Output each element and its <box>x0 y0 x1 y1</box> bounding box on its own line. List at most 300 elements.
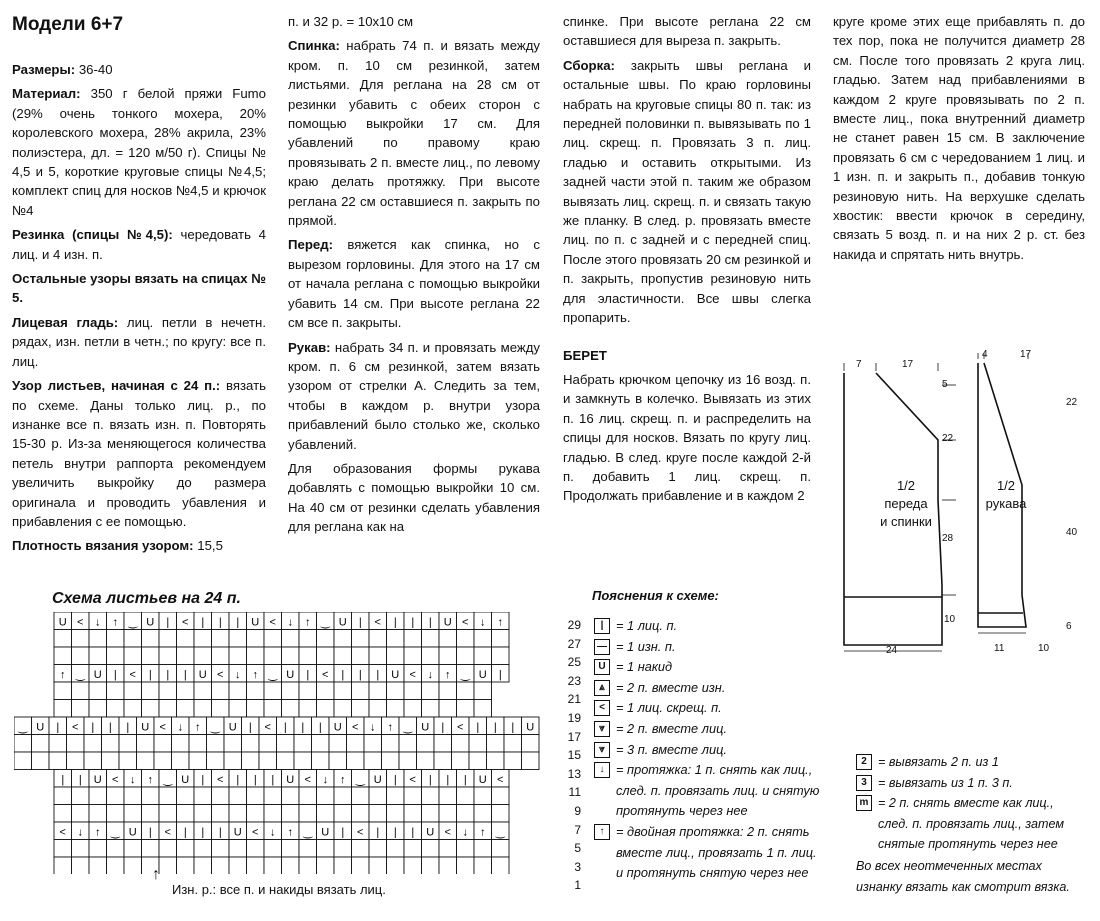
chart-symbol: < <box>77 616 84 629</box>
assembly-text: закрыть швы реглана и остальные швы. По краю горловины набрать на круговые спицы 80 п. так: из передней половинки п. вывязывать по 1 лиц. скрещ. п. Провязать 3 п. лиц. гладью и оставить открытыми. Из задней части этой п. таким же образом вывязать лиц. скрещ. п. и связать такую же планку. В след. р. провязать вместе лиц. по п. с задней и с передней спиц. После этого провязать 20 см резинкой и п. закрыть, пропустив резиновую нить для эластичности. Все швы слегка пропарить. <box>563 57 811 326</box>
chart-symbol: | <box>341 826 345 839</box>
chart-symbol: < <box>264 721 271 734</box>
chart-cell <box>14 735 32 753</box>
chart-symbol: ↑ <box>387 721 393 734</box>
chart-cell <box>67 752 85 770</box>
chart-symbol: | <box>236 774 240 786</box>
chart-symbol: ↓ <box>130 774 136 786</box>
chart-symbol: < <box>164 826 171 839</box>
legend-text: = 1 накид <box>616 659 673 675</box>
chart-cell <box>492 840 510 858</box>
chart-cell <box>177 805 195 823</box>
chart-symbol: U <box>373 774 382 786</box>
dim-sleeve-17: 17 <box>1020 349 1032 360</box>
row-number: 7 <box>574 822 581 837</box>
chart-symbol: ↓ <box>177 721 183 734</box>
chart-cell <box>294 735 312 753</box>
chart-symbol: < <box>357 826 364 839</box>
dim-front-5: 5 <box>942 379 948 390</box>
row-number: 1 <box>574 878 581 893</box>
chart-cell <box>54 682 72 700</box>
sleeve-label-1: 1/2 <box>996 478 1016 493</box>
chart-symbol: < <box>252 826 259 839</box>
chart-symbol: < <box>457 721 464 734</box>
chart-cell <box>487 752 505 770</box>
chart-cell <box>492 787 510 805</box>
chart-cell <box>387 630 405 648</box>
chart-cell <box>54 647 72 665</box>
chart-symbol: ↑ <box>287 826 293 839</box>
chart-symbol: | <box>376 669 380 681</box>
dim-front-28: 28 <box>942 533 954 544</box>
chart-symbol: U <box>228 721 237 734</box>
chart-symbol: | <box>306 669 310 681</box>
chart-cell <box>242 735 260 753</box>
chart-cell <box>212 682 230 700</box>
chart-cell <box>194 805 212 823</box>
chart-symbol: ↓ <box>77 826 83 839</box>
chart-cell <box>229 630 247 648</box>
chart-symbol: ↑ <box>480 826 486 839</box>
front-label-2: переда <box>884 496 928 511</box>
chart-cell <box>399 752 417 770</box>
chart-symbol: ‿ <box>495 826 505 839</box>
chart-symbol: ↓ <box>95 616 101 629</box>
dim-sleeve-40: 40 <box>1066 527 1078 538</box>
chart-symbol: | <box>411 826 415 839</box>
row-number: 25 <box>567 655 581 670</box>
chart-cell <box>229 700 247 718</box>
chart-cell <box>212 647 230 665</box>
chart-cell <box>107 630 125 648</box>
chart-symbol: U <box>146 616 155 629</box>
legend-symbol-icon: — <box>594 639 610 655</box>
chart-cell <box>404 805 422 823</box>
dim-front-22: 22 <box>942 433 954 444</box>
chart-symbol: ‿ <box>163 774 173 786</box>
beret-cont: круге кроме этих еще прибавлять п. до тех пор, пока не получится диаметр 28 см. После того провязать 2 круга лиц. гладью. Затем над прибавлениями в каждом 2 круге провязывать по 2 п. вместе лиц., пока внутренний диаметр не станет равен 15 см. В заключение провязать 6 см с чередованием 1 лиц. и 1 изн. п. и закрыть п., добавив тонкую резиновую нить. На верхушке сделать хвостик: ввести крючок в середину, связать 5 возд. п. и на них 2 р. ст. без накида и спрятать нить внутрь. <box>833 14 1085 262</box>
chart-symbol: < <box>182 616 189 629</box>
chart-cell <box>224 735 242 753</box>
chart-cell <box>282 787 300 805</box>
chart-cell <box>264 630 282 648</box>
row-number: 19 <box>567 711 581 725</box>
chart-symbol: ↓ <box>480 616 486 629</box>
chart-symbol: U <box>391 669 400 681</box>
chart-symbol: U <box>426 826 435 839</box>
chart-symbol: | <box>108 721 112 734</box>
chart-symbol: U <box>286 669 295 681</box>
chart-symbol: | <box>476 721 480 734</box>
page-title: Модели 6+7 <box>12 14 124 35</box>
chart-symbol: < <box>409 774 416 786</box>
legend-text: = 1 изн. п. <box>616 638 676 654</box>
chart-symbol: < <box>409 669 416 681</box>
chart-cell <box>317 787 335 805</box>
chart-cell <box>352 840 370 858</box>
chart-cell <box>229 840 247 858</box>
chart-cell <box>102 735 120 753</box>
legend-text: = двойная протяжка: 2 п. снять вместе лиц., провязать 1 п. лиц. и протянуть снятую через нее <box>616 823 817 881</box>
dim-front-10: 10 <box>944 614 956 625</box>
legend-text: = протяжка: 1 п. снять как лиц., след. п. провязать лиц. и снятую протянуть через нее <box>616 762 820 819</box>
rib-text: чередовать 4 лиц. и 4 изн. п. <box>12 227 266 262</box>
chart-symbol: ↑ <box>252 669 258 681</box>
chart-symbol: U <box>251 616 260 629</box>
chart-cell <box>492 857 510 874</box>
row-number: 11 <box>568 785 581 800</box>
chart-cell <box>89 682 107 700</box>
chart-cell <box>107 700 125 718</box>
chart-cell <box>452 735 470 753</box>
chart-cell <box>404 647 422 665</box>
chart-cell <box>159 840 177 858</box>
chart-cell <box>247 840 265 858</box>
chart-symbol: ↑ <box>95 826 101 839</box>
chart-cell <box>72 700 90 718</box>
chart-cell <box>282 647 300 665</box>
legend-symbol-icon: ↑ <box>594 824 610 840</box>
chart-cell <box>84 735 102 753</box>
chart-cell <box>189 735 207 753</box>
legend-item <box>594 698 826 719</box>
chart-cell <box>282 682 300 700</box>
chart-symbol: ↑ <box>112 616 118 629</box>
legend-item <box>594 657 826 678</box>
chart-title: Схема листьев на 24 п. <box>52 590 241 607</box>
chart-cell <box>264 840 282 858</box>
front-label: Перед: <box>288 237 333 253</box>
chart-cell <box>54 630 72 648</box>
chart-cell <box>312 735 330 753</box>
chart-symbol: | <box>91 721 95 734</box>
chart-cell <box>474 805 492 823</box>
chart-cell <box>457 630 475 648</box>
chart-cell <box>177 787 195 805</box>
chart-cell <box>439 840 457 858</box>
chart-cell <box>159 630 177 648</box>
chart-symbol: | <box>428 616 432 629</box>
material-label: Материал: <box>12 86 81 102</box>
chart-symbol: | <box>148 669 152 681</box>
chart-symbol: | <box>511 721 515 734</box>
chart-cell <box>229 647 247 665</box>
chart-cell <box>387 682 405 700</box>
chart-symbol: U <box>526 721 535 734</box>
chart-cell <box>229 857 247 874</box>
legend-item <box>594 616 826 637</box>
chart-cell <box>404 630 422 648</box>
legend-footer: Во всех неотмеченных местах изнанку вязать как смотрит вязка. <box>856 859 1070 894</box>
chart-cell <box>247 805 265 823</box>
chart-cell <box>317 700 335 718</box>
chart-cell <box>334 805 352 823</box>
chart-cell <box>89 630 107 648</box>
chart-cell <box>439 682 457 700</box>
chart-symbol: ↓ <box>462 826 468 839</box>
chart-cell <box>422 787 440 805</box>
chart-cell <box>369 857 387 874</box>
chart-cell <box>89 787 107 805</box>
chart-cell <box>212 840 230 858</box>
chart-symbol: < <box>129 669 136 681</box>
chart-cell <box>434 735 452 753</box>
chart-symbol: | <box>411 616 415 629</box>
chart-cell <box>334 647 352 665</box>
legend-title: Пояснения к схеме: <box>592 588 719 603</box>
chart-cell <box>352 630 370 648</box>
chart-cell <box>14 752 32 770</box>
chart-cell <box>247 857 265 874</box>
chart-cell <box>124 700 142 718</box>
chart-cell <box>317 682 335 700</box>
chart-cell <box>124 682 142 700</box>
chart-cell <box>172 735 190 753</box>
chart-cell <box>404 682 422 700</box>
chart-cell <box>457 840 475 858</box>
chart-cell <box>404 857 422 874</box>
chart-cell <box>207 735 225 753</box>
chart-cell <box>299 805 317 823</box>
chart-cell <box>194 700 212 718</box>
chart-symbol: < <box>374 616 381 629</box>
chart-cell <box>107 805 125 823</box>
legend-item <box>594 678 826 699</box>
chart-cell <box>177 840 195 858</box>
chart-symbol: | <box>201 616 205 629</box>
chart-cell <box>422 840 440 858</box>
sizes-label: Размеры: <box>12 62 76 77</box>
chart-symbol: | <box>166 616 170 629</box>
chart-cell <box>282 857 300 874</box>
chart-symbol: | <box>393 616 397 629</box>
legend-symbol-icon: ⩓ <box>594 680 610 696</box>
chart-symbol: < <box>269 616 276 629</box>
chart-symbol: U <box>478 774 487 786</box>
chart-cell <box>107 682 125 700</box>
chart-symbol: U <box>478 669 487 681</box>
chart-cell <box>142 787 160 805</box>
chart-cell <box>89 857 107 874</box>
leaf-label: Узор листьев, начиная с 24 п.: <box>12 378 221 394</box>
chart-symbol: | <box>201 826 205 839</box>
chart-symbol: ‿ <box>268 669 278 681</box>
chart-symbol: < <box>462 616 469 629</box>
legend-item <box>856 773 1086 794</box>
chart-cell <box>229 682 247 700</box>
chart-cell <box>247 682 265 700</box>
chart-symbol: ‿ <box>18 721 28 734</box>
chart-cell <box>474 630 492 648</box>
chart-cell <box>439 630 457 648</box>
chart-symbol: < <box>497 774 504 786</box>
chart-cell <box>334 857 352 874</box>
chart-cell <box>422 630 440 648</box>
chart-cell <box>89 647 107 665</box>
chart-symbol: U <box>58 616 67 629</box>
stockinette-label: Лицевая гладь: <box>12 314 119 330</box>
chart-symbol: ↑ <box>445 669 451 681</box>
material-text: 350 г белой пряжи Fumo (29% очень тонкого мохера, 20% королевского мохера, 28% акрила, 23% полиэстера, дл. = 120 м/50 г). Спицы № 4,5 и 5, короткие круговые спицы №4,5; комплект спиц для носков №4,5 и крючок №4 <box>12 86 266 218</box>
chart-cell <box>334 700 352 718</box>
chart-cell <box>299 787 317 805</box>
legend-symbol-icon: ⩔ <box>594 721 610 737</box>
chart-cell <box>264 805 282 823</box>
pattern-schematics <box>830 345 1095 660</box>
chart-symbol: ‿ <box>460 669 470 681</box>
chart-symbol: ‿ <box>110 826 120 839</box>
other-patterns: Остальные узоры вязать на спицах № 5. <box>12 271 266 306</box>
chart-symbol: U <box>321 826 330 839</box>
chart-cell <box>194 840 212 858</box>
chart-cell <box>457 700 475 718</box>
chart-symbol: | <box>428 774 432 786</box>
chart-symbol: | <box>283 721 287 734</box>
chart-cell <box>457 682 475 700</box>
chart-cell <box>474 647 492 665</box>
legend-symbol-icon: ↓ <box>594 762 610 778</box>
chart-symbol: | <box>183 826 187 839</box>
chart-cell <box>317 630 335 648</box>
sizes-value: 36-40 <box>78 62 113 77</box>
dim-sleeve-22: 22 <box>1066 397 1078 408</box>
chart-cell <box>107 647 125 665</box>
chart-cell <box>352 647 370 665</box>
dim-sleeve-4: 4 <box>982 349 988 360</box>
chart-cell <box>457 805 475 823</box>
chart-symbol: < <box>217 774 224 786</box>
dim-front-17: 17 <box>902 359 914 370</box>
row-number: 13 <box>567 766 581 781</box>
legend-text: = 1 лиц. скрещ. п. <box>616 700 722 716</box>
chart-symbol: < <box>112 774 119 786</box>
row-number: 15 <box>567 748 581 763</box>
chart-cell <box>67 735 85 753</box>
chart-cell <box>299 700 317 718</box>
chart-cell <box>352 805 370 823</box>
chart-symbol: U <box>141 721 150 734</box>
chart-cell <box>142 647 160 665</box>
chart-cell <box>404 700 422 718</box>
chart-cell <box>142 805 160 823</box>
chart-cell <box>439 647 457 665</box>
chart-cell <box>439 805 457 823</box>
chart-symbol: U <box>233 826 242 839</box>
chart-cell <box>142 700 160 718</box>
chart-symbol: < <box>59 826 66 839</box>
chart-cell <box>387 857 405 874</box>
chart-cell <box>177 700 195 718</box>
legend-item <box>594 740 826 761</box>
chart-symbol: U <box>128 826 137 839</box>
chart-cell <box>474 700 492 718</box>
chart-cell <box>54 787 72 805</box>
legend-symbol-icon: 3 <box>856 775 872 791</box>
chart-cell <box>329 752 347 770</box>
chart-cell <box>492 630 510 648</box>
chart-cell <box>422 647 440 665</box>
assembly-label: Сборка: <box>563 57 615 73</box>
chart-cell <box>422 682 440 700</box>
legend-text: = 1 лиц. п. <box>616 618 678 633</box>
chart-cell <box>474 787 492 805</box>
chart-cell <box>369 647 387 665</box>
chart-cell <box>154 752 172 770</box>
chart-symbol: ‿ <box>303 826 313 839</box>
dim-sleeve-6: 6 <box>1066 621 1072 632</box>
chart-cell <box>177 857 195 874</box>
legend-text: = 3 п. вместе лиц. <box>616 741 727 757</box>
sleeve-cont: спинке. При высоте реглана 22 см оставшиеся для выреза п. закрыть. <box>563 14 811 49</box>
chart-cell <box>247 630 265 648</box>
chart-cell <box>107 787 125 805</box>
back-label: Спинка: <box>288 38 340 54</box>
chart-cell <box>492 647 510 665</box>
chart-symbol: | <box>248 721 252 734</box>
chart-cell <box>347 735 365 753</box>
chart-cell <box>264 787 282 805</box>
chart-symbol: | <box>56 721 60 734</box>
chart-cell <box>352 700 370 718</box>
chart-symbol: U <box>36 721 45 734</box>
chart-symbol: | <box>148 826 152 839</box>
chart-symbol: | <box>341 669 345 681</box>
chart-note: Изн. р.: все п. и накиды вязать лиц. <box>172 882 386 897</box>
chart-cell <box>457 787 475 805</box>
dim-sleeve-10: 10 <box>1038 643 1050 654</box>
chart-cell <box>492 805 510 823</box>
chart-cell <box>159 857 177 874</box>
chart-symbol: | <box>493 721 497 734</box>
chart-cell <box>369 805 387 823</box>
chart-symbol: ‿ <box>75 669 85 681</box>
chart-symbol: | <box>393 826 397 839</box>
chart-cell <box>107 840 125 858</box>
chart-symbol: | <box>166 669 170 681</box>
row-number: 9 <box>574 804 581 818</box>
legend-text: = вывязать из 1 п. 3 п. <box>878 775 1013 790</box>
chart-cell <box>177 682 195 700</box>
chart-cell <box>142 630 160 648</box>
legend-right <box>856 752 1086 855</box>
chart-cell <box>102 752 120 770</box>
chart-cell <box>382 735 400 753</box>
chart-cell <box>212 857 230 874</box>
chart-cell <box>439 787 457 805</box>
front-label-1: 1/2 <box>896 478 916 493</box>
chart-cell <box>49 735 67 753</box>
chart-cell <box>434 752 452 770</box>
chart-symbol: < <box>322 669 329 681</box>
chart-cell <box>137 752 155 770</box>
chart-symbol: U <box>93 669 102 681</box>
chart-cell <box>194 857 212 874</box>
chart-symbol: U <box>333 721 342 734</box>
column-2 <box>288 12 540 542</box>
chart-cell <box>229 787 247 805</box>
chart-cell <box>142 840 160 858</box>
chart-cell <box>124 787 142 805</box>
chart-cell <box>522 735 540 753</box>
chart-symbol: ↑ <box>305 616 311 629</box>
chart-symbol: ↓ <box>427 669 433 681</box>
chart-cell <box>474 857 492 874</box>
chart-symbol: ↓ <box>370 721 376 734</box>
chart-cell <box>369 682 387 700</box>
chart-cell <box>457 857 475 874</box>
chart-cell <box>294 752 312 770</box>
chart-cell <box>177 647 195 665</box>
